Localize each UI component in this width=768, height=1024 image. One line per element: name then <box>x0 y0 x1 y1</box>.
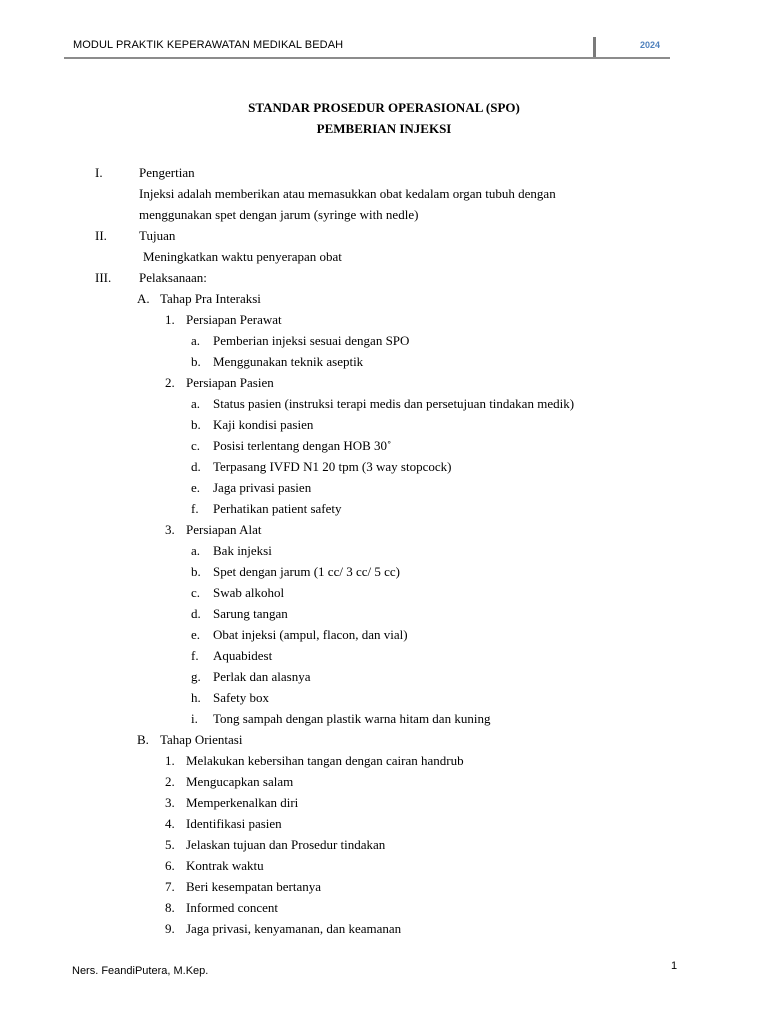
list-marker: III. <box>95 270 112 285</box>
list-item-text: Jelaskan tujuan dan Prosedur tindakan <box>186 837 386 852</box>
list-marker: B. <box>137 732 149 747</box>
list-marker: II. <box>95 228 107 243</box>
list-item-text: Kaji kondisi pasien <box>213 417 314 432</box>
list-item-text: Pengertian <box>139 165 195 180</box>
list-item-text: Mengucapkan salam <box>186 774 294 789</box>
list-marker: b. <box>191 354 201 369</box>
list-marker: 5. <box>165 837 175 852</box>
list-marker: b. <box>191 564 201 579</box>
list-item-text: Jaga privasi pasien <box>213 480 312 495</box>
list-item-text: Persiapan Pasien <box>186 375 274 390</box>
list-item-text: Pemberian injeksi sesuai dengan SPO <box>213 333 410 348</box>
header-title: MODUL PRAKTIK KEPERAWATAN MEDIKAL BEDAH <box>73 39 344 51</box>
list-item-text: Terpasang IVFD N1 20 tpm (3 way stopcock) <box>213 459 452 474</box>
list-item-text: Perlak dan alasnya <box>213 669 311 684</box>
list-item-text: Aquabidest <box>213 648 273 663</box>
list-item-text: Informed concent <box>186 900 279 915</box>
list-item-text: Menggunakan teknik aseptik <box>213 354 364 369</box>
list-marker: 1. <box>165 753 175 768</box>
list-marker: e. <box>191 627 201 642</box>
list-item-text: Safety box <box>213 690 269 705</box>
header-divider <box>593 37 596 58</box>
list-marker: a. <box>191 396 201 411</box>
list-item-text: Tujuan <box>139 228 176 243</box>
list-marker: 6. <box>165 858 175 873</box>
list-item-text: Obat injeksi (ampul, flacon, dan vial) <box>213 627 408 642</box>
list-marker: 1. <box>165 312 175 327</box>
list-item-text: Persiapan Perawat <box>186 312 282 327</box>
list-marker: 2. <box>165 375 175 390</box>
list-item-text: Kontrak waktu <box>186 858 264 873</box>
list-marker: a. <box>191 543 201 558</box>
list-item-text: Meningkatkan waktu penyerapan obat <box>143 249 342 264</box>
document-title: STANDAR PROSEDUR OPERASIONAL (SPO) <box>248 100 520 115</box>
list-item-text: Swab alkohol <box>213 585 285 600</box>
list-marker: b. <box>191 417 201 432</box>
list-item-text: Beri kesempatan bertanya <box>186 879 321 894</box>
list-marker: h. <box>191 690 201 705</box>
header-year: 2024 <box>640 40 661 50</box>
list-marker: g. <box>191 669 201 684</box>
list-marker: f. <box>191 501 199 516</box>
list-marker: 9. <box>165 921 175 936</box>
list-item-text: Tong sampah dengan plastik warna hitam dan kuning <box>213 711 491 726</box>
list-item-text: Identifikasi pasien <box>186 816 282 831</box>
list-marker: 7. <box>165 879 175 894</box>
list-marker: I. <box>95 165 103 180</box>
document-subtitle: PEMBERIAN INJEKSI <box>316 121 452 136</box>
header-rule <box>64 57 670 59</box>
list-item-text: Pelaksanaan: <box>139 270 207 285</box>
page-number: 1 <box>671 960 678 972</box>
list-marker: 3. <box>165 795 175 810</box>
list-item-text: Sarung tangan <box>213 606 288 621</box>
list-marker: d. <box>191 459 201 474</box>
list-item-text: Tahap Pra Interaksi <box>160 291 261 306</box>
list-item-text: Tahap Orientasi <box>160 732 243 747</box>
list-marker: 2. <box>165 774 175 789</box>
list-item-text: Persiapan Alat <box>186 522 262 537</box>
list-item-text: Memperkenalkan diri <box>186 795 299 810</box>
list-item-text: Perhatikan patient safety <box>213 501 342 516</box>
list-item-text: Injeksi adalah memberikan atau memasukkan obat kedalam organ tubuh dengan <box>139 186 556 201</box>
list-marker: c. <box>191 438 201 453</box>
list-marker: f. <box>191 648 199 663</box>
list-item-text: Spet dengan jarum (1 cc/ 3 cc/ 5 cc) <box>213 564 400 579</box>
list-marker: A. <box>137 291 150 306</box>
list-item-text: Jaga privasi, kenyamanan, dan keamanan <box>186 921 402 936</box>
list-marker: a. <box>191 333 201 348</box>
list-marker: 3. <box>165 522 175 537</box>
list-marker: e. <box>191 480 201 495</box>
list-marker: 8. <box>165 900 175 915</box>
list-item-text: Status pasien (instruksi terapi medis dan persetujuan tindakan medik) <box>213 396 575 411</box>
list-item-text: menggunakan spet dengan jarum (syringe with nedle) <box>139 207 419 222</box>
footer-author: Ners. FeandiPutera, M.Kep. <box>72 965 209 977</box>
list-marker: d. <box>191 606 201 621</box>
list-item-text: Posisi terlentang dengan HOB 30˚ <box>213 438 392 453</box>
list-marker: i. <box>191 711 198 726</box>
list-item-text: Bak injeksi <box>213 543 272 558</box>
list-marker: 4. <box>165 816 175 831</box>
list-marker: c. <box>191 585 201 600</box>
list-item-text: Melakukan kebersihan tangan dengan cairan handrub <box>186 753 464 768</box>
